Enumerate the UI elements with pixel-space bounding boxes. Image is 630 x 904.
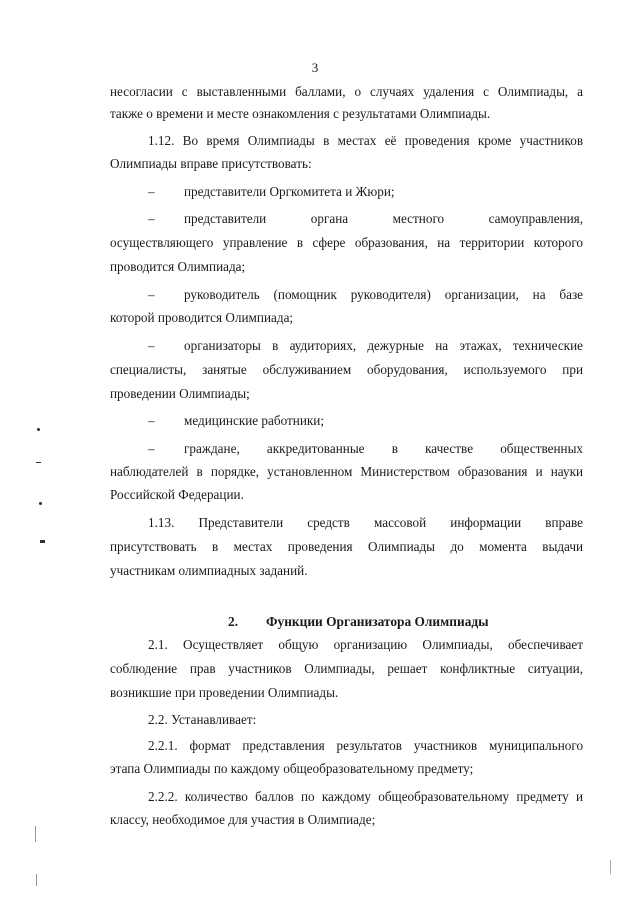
text-line: 1.12. Во время Олимпиады в местах её проведения кроме участников — [148, 133, 583, 148]
list-dash: – — [148, 211, 155, 226]
scan-speck — [36, 874, 37, 886]
list-dash: – — [148, 184, 155, 199]
text-line: присутствовать в местах проведения Олимпиады до момента выдачи — [110, 539, 583, 554]
text-line: 1.13. Представители средств массовой информации вправе — [148, 515, 583, 530]
page-number: 3 — [311, 60, 319, 75]
list-item: организаторы в аудиториях, дежурные на этажах, технические — [184, 338, 583, 353]
scan-speck — [39, 502, 42, 505]
text-line: несогласии с выставленными баллами, о случаях удаления с Олимпиады, а — [110, 84, 583, 99]
text-line: осуществляющего управление в сфере образования, на территории которого — [110, 235, 583, 250]
text-line: проводится Олимпиада; — [110, 259, 246, 274]
scan-speck — [37, 428, 40, 431]
list-item: руководитель (помощник руководителя) организации, на базе — [184, 287, 583, 302]
text-line: этапа Олимпиады по каждому общеобразовательному предмету; — [110, 761, 474, 776]
scan-speck — [35, 826, 36, 842]
list-item: представители органа местного самоуправления, — [184, 211, 583, 226]
text-line: 2.2.1. формат представления результатов участников муниципального — [148, 738, 583, 753]
text-line: 2.2.2. количество баллов по каждому общеобразовательному предмету и — [148, 789, 583, 804]
text-line: также о времени и месте ознакомления с результатами Олимпиады. — [110, 106, 491, 121]
section-number: 2. — [228, 614, 239, 629]
text-line: возникшие при проведении Олимпиады. — [110, 685, 339, 700]
text-line: Российской Федерации. — [110, 487, 244, 502]
text-line: специалисты, занятые обслуживанием оборудования, используемого при — [110, 362, 583, 377]
text-line: 2.2. Устанавливает: — [148, 712, 257, 727]
list-item: представители Оргкомитета и Жюри; — [184, 184, 395, 199]
text-line: проведении Олимпиады; — [110, 386, 250, 401]
scan-speck — [610, 860, 611, 874]
text-line: которой проводится Олимпиада; — [110, 310, 294, 325]
scan-speck — [36, 462, 41, 463]
text-line: участникам олимпиадных заданий. — [110, 563, 308, 578]
list-dash: – — [148, 338, 155, 353]
text-line: классу, необходимое для участия в Олимпиаде; — [110, 812, 376, 827]
text-line: 2.1. Осуществляет общую организацию Олимпиады, обеспечивает — [148, 637, 583, 652]
text-line: соблюдение прав участников Олимпиады, решает конфликтные ситуации, — [110, 661, 583, 676]
list-dash: – — [148, 287, 155, 302]
section-heading: Функции Организатора Олимпиады — [266, 614, 489, 629]
text-line: наблюдателей в порядке, установленном Министерством образования и науки — [110, 464, 583, 479]
list-dash: – — [148, 441, 155, 456]
list-item: граждане, аккредитованные в качестве общественных — [184, 441, 583, 456]
list-item: медицинские работники; — [184, 413, 325, 428]
list-dash: – — [148, 413, 155, 428]
text-line: Олимпиады вправе присутствовать: — [110, 156, 312, 171]
scan-speck — [40, 540, 45, 543]
